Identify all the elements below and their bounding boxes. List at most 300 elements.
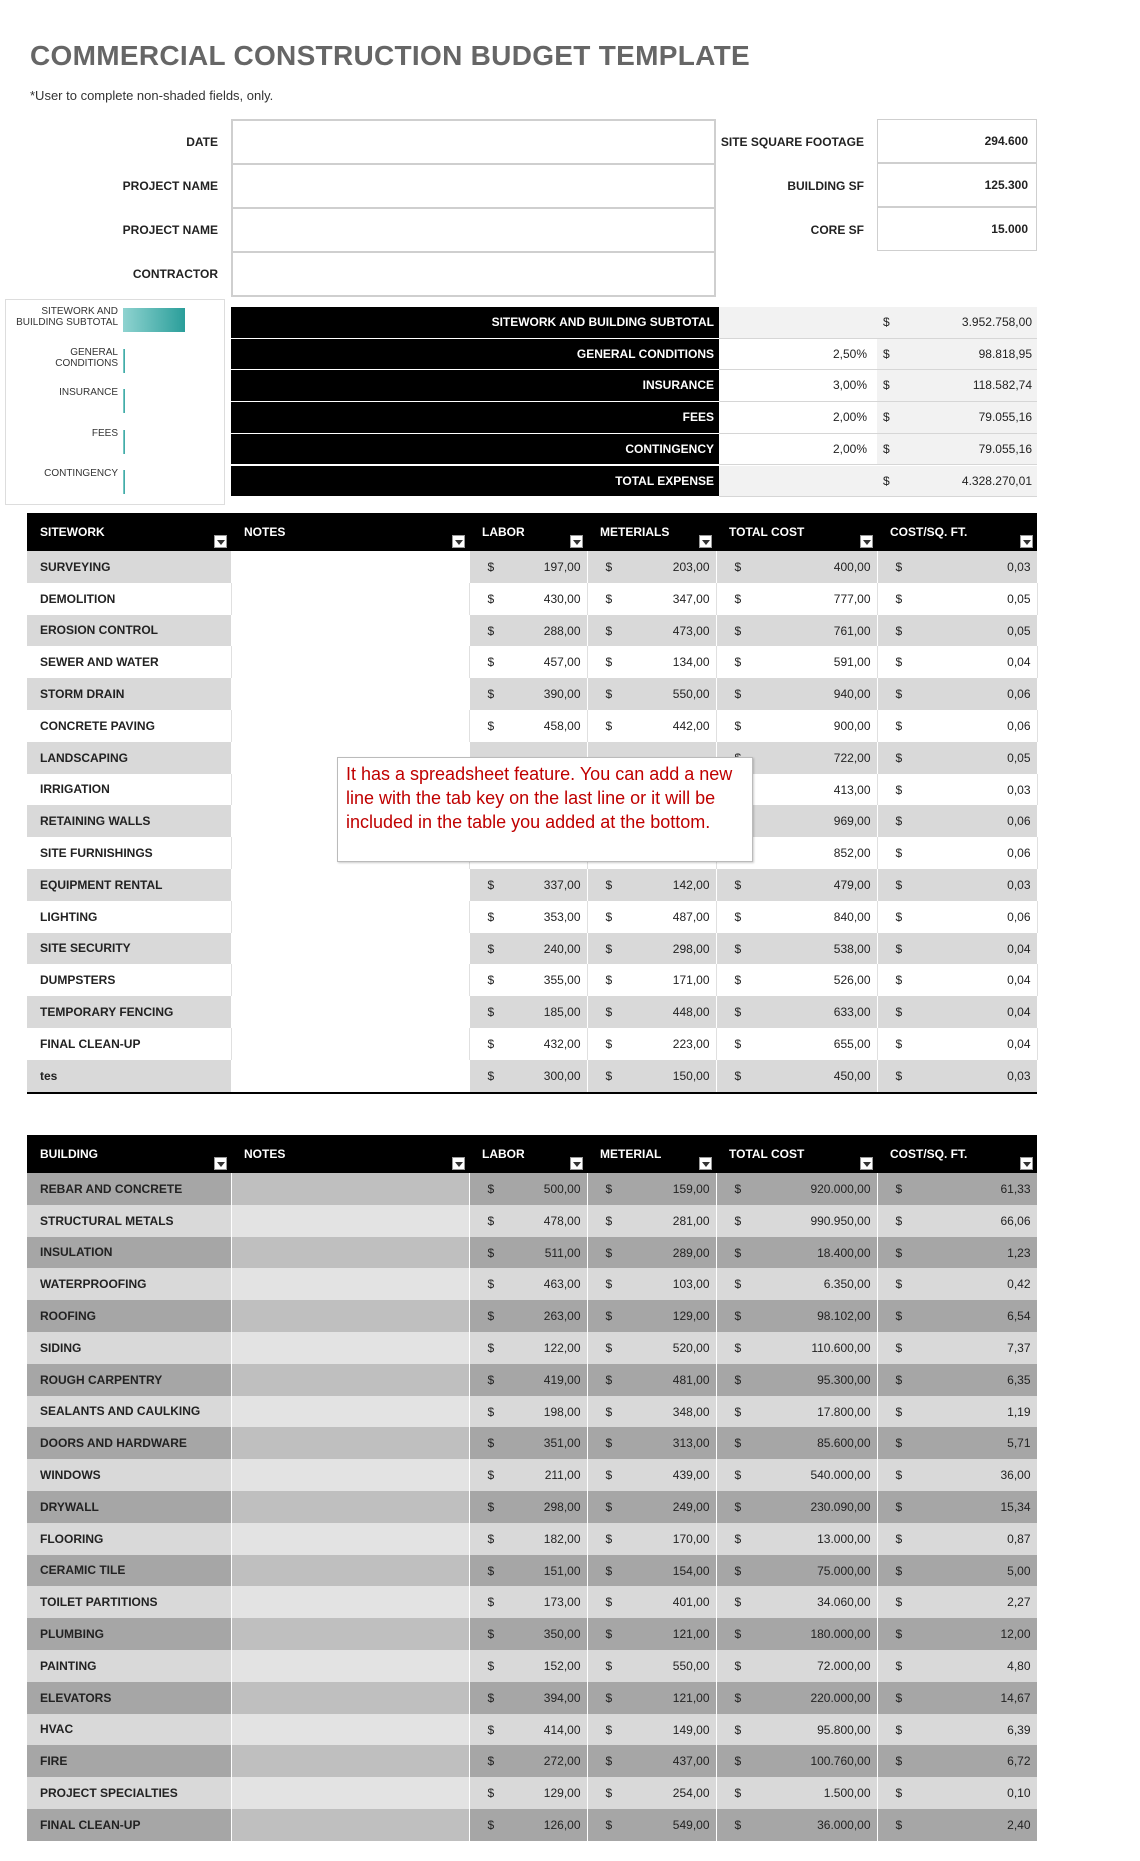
mini-chart-bar (123, 389, 125, 413)
total-value: 969,00 (833, 814, 871, 829)
currency-symbol: $ (605, 1468, 613, 1483)
column-header[interactable] (27, 1135, 231, 1173)
notes-cell[interactable] (231, 551, 469, 583)
currency-symbol: $ (605, 1531, 613, 1546)
item-name[interactable]: ROUGH CARPENTRY (27, 1364, 231, 1396)
labor-cell[interactable] (469, 1809, 587, 1841)
mat-value: 439,00 (672, 1468, 710, 1483)
site-sf-value[interactable]: 294.600 (877, 119, 1037, 163)
mat-cell[interactable] (587, 1618, 716, 1650)
mat-cell[interactable] (587, 1332, 716, 1364)
sqft-value: 0,04 (1007, 1005, 1031, 1020)
currency-symbol: $ (895, 1213, 903, 1228)
column-header-label: BUILDING (40, 1147, 98, 1161)
summary-value: 3.952.758,00 (961, 315, 1032, 329)
notes-cell[interactable] (231, 1586, 469, 1618)
currency-symbol: $ (487, 1005, 495, 1020)
item-name[interactable]: STRUCTURAL METALS (27, 1205, 231, 1237)
column-header[interactable] (587, 513, 716, 551)
labor-value: 414,00 (543, 1722, 581, 1737)
currency-symbol: $ (883, 410, 890, 425)
column-header[interactable] (716, 1135, 877, 1173)
summary-percent[interactable]: 2,50% (719, 339, 877, 371)
notes-cell[interactable] (231, 1060, 469, 1092)
column-header[interactable] (231, 513, 469, 551)
labor-cell[interactable] (469, 646, 587, 678)
total-value: 722,00 (833, 750, 871, 765)
labor-value: 122,00 (543, 1340, 581, 1355)
labor-cell[interactable] (469, 996, 587, 1028)
notes-cell[interactable] (231, 1364, 469, 1396)
item-name[interactable]: LANDSCAPING (27, 742, 231, 774)
column-header-label: COST/SQ. FT. (890, 525, 968, 539)
currency-symbol: $ (605, 1005, 613, 1020)
total-cell (716, 1555, 877, 1587)
table-row (27, 1555, 1037, 1587)
sqft-cell (877, 1777, 1037, 1809)
filter-dropdown-icon[interactable] (699, 1157, 712, 1170)
labor-cell[interactable] (469, 551, 587, 583)
labor-value: 298,00 (543, 1499, 581, 1514)
sqft-value: 0,04 (1007, 655, 1031, 670)
currency-symbol: $ (487, 1372, 495, 1387)
currency-symbol: $ (895, 1658, 903, 1673)
mat-cell[interactable] (587, 1491, 716, 1523)
item-name[interactable]: HVAC (27, 1714, 231, 1746)
notes-cell[interactable] (231, 710, 469, 742)
item-name[interactable]: SEWER AND WATER (27, 646, 231, 678)
labor-cell[interactable] (469, 1459, 587, 1491)
summary-percent[interactable]: 2,00% (719, 402, 877, 434)
mat-cell[interactable] (587, 678, 716, 710)
mini-chart-bar (123, 349, 125, 373)
filter-dropdown-icon[interactable] (214, 1157, 227, 1170)
sqft-cell (877, 1523, 1037, 1555)
notes-cell[interactable] (231, 1491, 469, 1523)
total-value: 655,00 (833, 1036, 871, 1051)
item-name[interactable]: DRYWALL (27, 1491, 231, 1523)
mat-value: 473,00 (672, 623, 710, 638)
labor-cell[interactable] (469, 710, 587, 742)
labor-value: 394,00 (543, 1690, 581, 1705)
total-cell (716, 964, 877, 996)
column-header[interactable] (587, 1135, 716, 1173)
currency-symbol: $ (895, 750, 903, 765)
item-name[interactable]: RETAINING WALLS (27, 805, 231, 837)
contractor-input[interactable] (231, 251, 716, 297)
column-header[interactable] (469, 1135, 587, 1173)
notes-cell[interactable] (231, 583, 469, 615)
sqft-cell (877, 1809, 1037, 1841)
labor-cell[interactable] (469, 615, 587, 647)
filter-dropdown-icon[interactable] (570, 535, 583, 548)
mat-cell[interactable] (587, 869, 716, 901)
notes-cell[interactable] (231, 1300, 469, 1332)
labor-cell[interactable] (469, 1364, 587, 1396)
summary-label: TOTAL EXPENSE (231, 466, 719, 497)
column-header-label: NOTES (244, 1147, 286, 1161)
date-input[interactable] (231, 119, 716, 165)
labor-cell[interactable] (469, 1205, 587, 1237)
notes-cell[interactable] (231, 1396, 469, 1428)
item-name[interactable]: SURVEYING (27, 551, 231, 583)
labor-cell[interactable] (469, 964, 587, 996)
item-name[interactable]: EQUIPMENT RENTAL (27, 869, 231, 901)
project-name-input-2[interactable] (231, 207, 716, 253)
notes-cell[interactable] (231, 646, 469, 678)
currency-symbol: $ (895, 1722, 903, 1737)
sqft-cell (877, 1060, 1037, 1092)
sqft-value: 0,03 (1007, 1068, 1031, 1083)
table-bottom-border (27, 1092, 1037, 1094)
filter-dropdown-icon[interactable] (699, 535, 712, 548)
item-name[interactable]: PROJECT SPECIALTIES (27, 1777, 231, 1809)
labor-cell[interactable] (469, 1650, 587, 1682)
currency-symbol: $ (605, 877, 613, 892)
filter-dropdown-icon[interactable] (452, 535, 465, 548)
total-cell (716, 1237, 877, 1269)
labor-cell[interactable] (469, 1427, 587, 1459)
item-name[interactable]: tes (27, 1060, 231, 1092)
currency-symbol: $ (895, 1468, 903, 1483)
filter-dropdown-icon[interactable] (860, 1157, 873, 1170)
mat-cell[interactable] (587, 1523, 716, 1555)
summary-percent[interactable] (719, 466, 877, 498)
labor-cell[interactable] (469, 1618, 587, 1650)
item-name[interactable]: PLUMBING (27, 1618, 231, 1650)
sqft-cell (877, 1364, 1037, 1396)
labor-cell[interactable] (469, 869, 587, 901)
notes-cell[interactable] (231, 964, 469, 996)
labor-cell[interactable] (469, 1586, 587, 1618)
notes-cell[interactable] (231, 1332, 469, 1364)
core-sf-value[interactable]: 15.000 (877, 207, 1037, 251)
mat-cell[interactable] (587, 1650, 716, 1682)
table-row (27, 1060, 1037, 1092)
item-name[interactable]: EROSION CONTROL (27, 615, 231, 647)
mat-cell[interactable] (587, 1028, 716, 1060)
mat-cell[interactable] (587, 1459, 716, 1491)
sqft-value: 5,71 (1007, 1436, 1031, 1451)
currency-symbol: $ (487, 1658, 495, 1673)
item-name[interactable]: SITE FURNISHINGS (27, 837, 231, 869)
mat-cell[interactable] (587, 1809, 716, 1841)
total-value: 591,00 (833, 655, 871, 670)
item-name[interactable]: STORM DRAIN (27, 678, 231, 710)
filter-dropdown-icon[interactable] (214, 535, 227, 548)
mat-cell[interactable] (587, 1300, 716, 1332)
item-name[interactable]: FLOORING (27, 1523, 231, 1555)
currency-symbol: $ (734, 1531, 742, 1546)
notes-cell[interactable] (231, 1555, 469, 1587)
sqft-value: 0,03 (1007, 877, 1031, 892)
mat-cell[interactable] (587, 1060, 716, 1092)
sqft-value: 0,06 (1007, 846, 1031, 861)
total-cell (716, 678, 877, 710)
notes-cell[interactable] (231, 1427, 469, 1459)
currency-symbol: $ (895, 1309, 903, 1324)
filter-dropdown-icon[interactable] (1020, 1157, 1033, 1170)
item-name[interactable]: IRRIGATION (27, 774, 231, 806)
notes-cell[interactable] (231, 1028, 469, 1060)
item-name[interactable]: CONCRETE PAVING (27, 710, 231, 742)
mat-cell[interactable] (587, 710, 716, 742)
mat-cell[interactable] (587, 996, 716, 1028)
table-row (27, 1028, 1037, 1060)
item-name[interactable]: PAINTING (27, 1650, 231, 1682)
filter-dropdown-icon[interactable] (860, 535, 873, 548)
currency-symbol: $ (605, 1036, 613, 1051)
filter-dropdown-icon[interactable] (570, 1157, 583, 1170)
currency-symbol: $ (883, 378, 890, 393)
table-row (27, 869, 1037, 901)
labor-cell[interactable] (469, 678, 587, 710)
notes-cell[interactable] (231, 996, 469, 1028)
building-sf-value[interactable]: 125.300 (877, 163, 1037, 207)
item-name[interactable]: DEMOLITION (27, 583, 231, 615)
mat-cell[interactable] (587, 901, 716, 933)
sqft-cell (877, 805, 1037, 837)
table-row (27, 1427, 1037, 1459)
mat-cell[interactable] (587, 1268, 716, 1300)
notes-cell[interactable] (231, 933, 469, 965)
sqft-value: 6,39 (1007, 1722, 1031, 1737)
sqft-value: 0,05 (1007, 591, 1031, 606)
total-cell (716, 1714, 877, 1746)
mat-cell[interactable] (587, 551, 716, 583)
mat-cell[interactable] (587, 583, 716, 615)
currency-symbol: $ (487, 1531, 495, 1546)
mat-cell[interactable] (587, 933, 716, 965)
labor-cell[interactable] (469, 583, 587, 615)
column-header[interactable] (716, 513, 877, 551)
labor-cell[interactable] (469, 1268, 587, 1300)
labor-cell[interactable] (469, 1491, 587, 1523)
column-header[interactable] (469, 513, 587, 551)
mat-cell[interactable] (587, 646, 716, 678)
item-name[interactable]: FINAL CLEAN-UP (27, 1028, 231, 1060)
currency-symbol: $ (605, 1658, 613, 1673)
labor-cell[interactable] (469, 1523, 587, 1555)
mat-cell[interactable] (587, 1237, 716, 1269)
notes-cell[interactable] (231, 1459, 469, 1491)
item-name[interactable]: WATERPROOFING (27, 1268, 231, 1300)
total-cell (716, 1060, 877, 1092)
currency-symbol: $ (734, 1436, 742, 1451)
labor-cell[interactable] (469, 1682, 587, 1714)
labor-value: 432,00 (543, 1036, 581, 1051)
labor-cell[interactable] (469, 1237, 587, 1269)
item-name[interactable]: FIRE (27, 1745, 231, 1777)
notes-cell[interactable] (231, 678, 469, 710)
item-name[interactable]: LIGHTING (27, 901, 231, 933)
notes-cell[interactable] (231, 1650, 469, 1682)
summary-percent[interactable]: 3,00% (719, 370, 877, 402)
currency-symbol: $ (895, 1036, 903, 1051)
sqft-cell (877, 1173, 1037, 1205)
table-row (27, 1173, 1037, 1205)
labor-cell[interactable] (469, 1777, 587, 1809)
currency-symbol: $ (895, 560, 903, 574)
notes-cell[interactable] (231, 1523, 469, 1555)
labor-value: 151,00 (543, 1563, 581, 1578)
labor-cell[interactable] (469, 1060, 587, 1092)
sqft-value: 0,42 (1007, 1277, 1031, 1292)
mat-cell[interactable] (587, 1714, 716, 1746)
mat-cell[interactable] (587, 964, 716, 996)
notes-cell[interactable] (231, 1745, 469, 1777)
notes-cell[interactable] (231, 1173, 469, 1205)
total-value: 85.600,00 (817, 1436, 871, 1451)
item-name[interactable]: INSULATION (27, 1237, 231, 1269)
sqft-cell (877, 1300, 1037, 1332)
item-name[interactable]: SEALANTS AND CAULKING (27, 1396, 231, 1428)
mini-chart-bar (123, 470, 125, 494)
mat-cell[interactable] (587, 1777, 716, 1809)
column-header[interactable] (27, 513, 231, 551)
sqft-value: 7,37 (1007, 1340, 1031, 1355)
total-value: 100.760,00 (810, 1754, 871, 1769)
summary-percent[interactable]: 2,00% (719, 434, 877, 466)
item-name[interactable]: TOILET PARTITIONS (27, 1586, 231, 1618)
labor-value: 511,00 (544, 1245, 581, 1260)
notes-cell[interactable] (231, 1714, 469, 1746)
mat-cell[interactable] (587, 1205, 716, 1237)
mat-cell[interactable] (587, 1586, 716, 1618)
currency-symbol: $ (487, 1436, 495, 1451)
item-name[interactable]: ROOFING (27, 1300, 231, 1332)
table-row (27, 1459, 1037, 1491)
mat-value: 129,00 (672, 1309, 710, 1324)
notes-cell[interactable] (231, 1682, 469, 1714)
item-name[interactable]: TEMPORARY FENCING (27, 996, 231, 1028)
mat-cell[interactable] (587, 1555, 716, 1587)
item-name[interactable]: WINDOWS (27, 1459, 231, 1491)
item-name[interactable]: FINAL CLEAN-UP (27, 1809, 231, 1841)
column-header[interactable] (877, 1135, 1037, 1173)
currency-symbol: $ (895, 1627, 903, 1642)
currency-symbol: $ (895, 1404, 903, 1419)
item-name[interactable]: CERAMIC TILE (27, 1555, 231, 1587)
notes-cell[interactable] (231, 1618, 469, 1650)
summary-amount (877, 307, 1037, 339)
total-value: 72.000,00 (817, 1658, 871, 1673)
column-header[interactable] (231, 1135, 469, 1173)
labor-value: 430,00 (543, 591, 581, 606)
sqft-value: 4,80 (1007, 1658, 1031, 1673)
item-name[interactable]: SITE SECURITY (27, 933, 231, 965)
total-value: 180.000,00 (810, 1627, 871, 1642)
notes-cell[interactable] (231, 1237, 469, 1269)
total-value: 75.000,00 (817, 1563, 871, 1578)
item-name[interactable]: DOORS AND HARDWARE (27, 1427, 231, 1459)
notes-cell[interactable] (231, 1809, 469, 1841)
column-header[interactable] (877, 513, 1037, 551)
item-name[interactable]: REBAR AND CONCRETE (27, 1173, 231, 1205)
labor-cell[interactable] (469, 1745, 587, 1777)
notes-cell[interactable] (231, 1205, 469, 1237)
labor-cell[interactable] (469, 1300, 587, 1332)
total-value: 852,00 (833, 846, 871, 861)
currency-symbol: $ (487, 973, 495, 988)
currency-symbol: $ (734, 973, 742, 988)
mat-cell[interactable] (587, 1173, 716, 1205)
notes-cell[interactable] (231, 869, 469, 901)
labor-cell[interactable] (469, 1714, 587, 1746)
currency-symbol: $ (605, 655, 613, 670)
total-value: 6.350,00 (823, 1277, 871, 1292)
notes-cell[interactable] (231, 1268, 469, 1300)
summary-value: 118.582,74 (972, 378, 1032, 393)
filter-dropdown-icon[interactable] (452, 1157, 465, 1170)
currency-symbol: $ (895, 1690, 903, 1705)
mini-chart-bar (123, 308, 185, 332)
summary-percent[interactable] (719, 307, 877, 339)
mat-value: 550,00 (672, 687, 710, 702)
labor-cell[interactable] (469, 901, 587, 933)
mat-cell[interactable] (587, 1682, 716, 1714)
table-row (27, 1809, 1037, 1841)
total-cell (716, 1459, 877, 1491)
labor-cell[interactable] (469, 1396, 587, 1428)
labor-cell[interactable] (469, 1173, 587, 1205)
labor-value: 198,00 (543, 1404, 581, 1419)
mat-cell[interactable] (587, 1396, 716, 1428)
notes-cell[interactable] (231, 1777, 469, 1809)
item-name[interactable]: DUMPSTERS (27, 964, 231, 996)
filter-dropdown-icon[interactable] (1020, 535, 1033, 548)
page-title: COMMERCIAL CONSTRUCTION BUDGET TEMPLATE (30, 40, 750, 71)
total-value: 940,00 (833, 687, 871, 702)
currency-symbol: $ (734, 1245, 742, 1260)
total-value: 479,00 (833, 877, 871, 892)
item-name[interactable]: SIDING (27, 1332, 231, 1364)
table-row (27, 1586, 1037, 1618)
table-row (27, 583, 1037, 615)
summary-amount (877, 370, 1037, 402)
total-value: 900,00 (833, 718, 871, 733)
labor-value: 500,00 (543, 1182, 581, 1196)
currency-symbol: $ (734, 1182, 742, 1196)
project-name-input[interactable] (231, 163, 716, 209)
currency-symbol: $ (487, 1627, 495, 1642)
labor-cell[interactable] (469, 1028, 587, 1060)
labor-cell[interactable] (469, 1555, 587, 1587)
total-cell (716, 1364, 877, 1396)
notes-cell[interactable] (231, 615, 469, 647)
sqft-cell (877, 1714, 1037, 1746)
currency-symbol: $ (883, 315, 890, 329)
mat-cell[interactable] (587, 615, 716, 647)
mat-value: 401,00 (672, 1595, 710, 1610)
sqft-value: 0,06 (1007, 814, 1031, 829)
currency-symbol: $ (734, 1817, 742, 1832)
currency-symbol: $ (734, 560, 742, 574)
sqft-cell (877, 1205, 1037, 1237)
column-header-label: METERIAL (600, 1147, 662, 1161)
notes-cell[interactable] (231, 901, 469, 933)
mat-cell[interactable] (587, 1745, 716, 1777)
currency-symbol: $ (895, 1068, 903, 1083)
labor-cell[interactable] (469, 933, 587, 965)
currency-symbol: $ (734, 1036, 742, 1051)
currency-symbol: $ (605, 1068, 613, 1083)
mat-cell[interactable] (587, 1364, 716, 1396)
mat-cell[interactable] (587, 1427, 716, 1459)
currency-symbol: $ (734, 1595, 742, 1610)
item-name[interactable]: ELEVATORS (27, 1682, 231, 1714)
labor-cell[interactable] (469, 1332, 587, 1364)
